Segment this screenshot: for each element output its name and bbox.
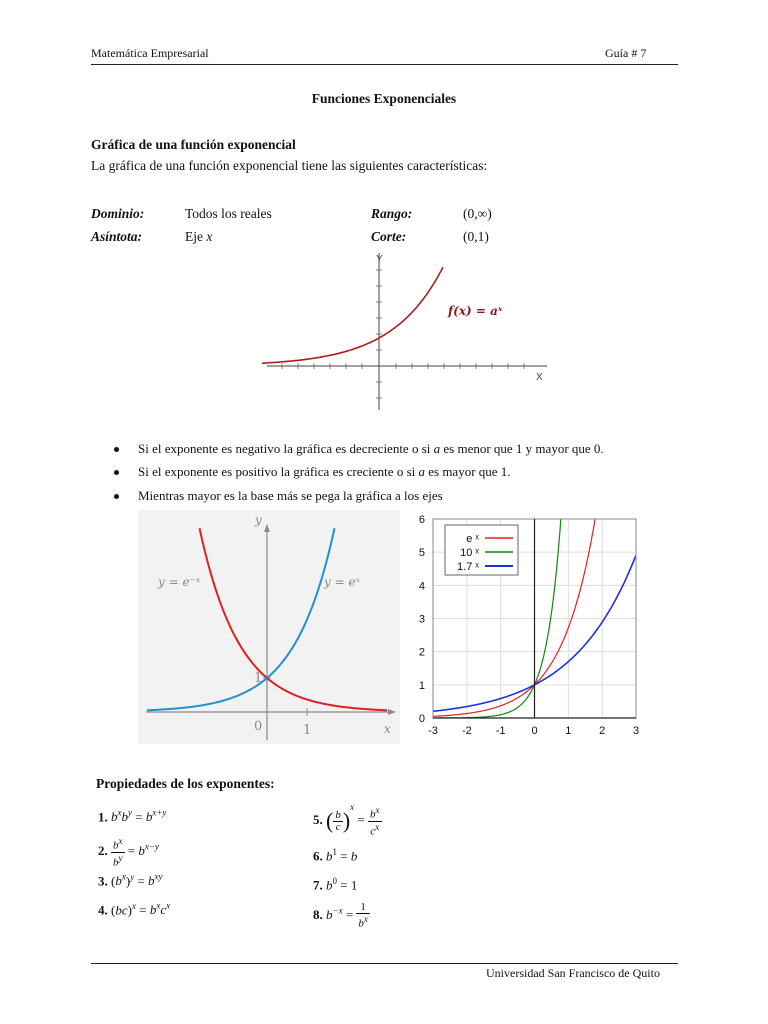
header-rule [91, 64, 678, 65]
graph2-y-label: y [255, 513, 262, 527]
rule-4: 4. $(bc)^x = b^xc^x$ [98, 901, 171, 918]
corte-value: (0,1) [463, 229, 489, 244]
rule-8: 8. $b^{-x}$ = $\frac{1}{b^x}$ [313, 901, 368, 930]
tick-zero: 0 [254, 719, 263, 734]
x-tick-label: -3 [428, 725, 438, 737]
intro-text: La gráfica de una función exponencial tiene las siguientes características: [91, 158, 488, 173]
tick-one-y: 1 [254, 671, 263, 686]
page-title: Funciones Exponenciales [311, 91, 457, 106]
legend-label: 1.7 ˣ [457, 561, 479, 573]
asintota-label: Asíntota: [91, 229, 143, 244]
legend-label: e ˣ [466, 533, 479, 545]
rule-1: 1. $b^xb^y = b^{x+y}$ [98, 808, 167, 825]
footer-rule [91, 963, 678, 964]
legend-box [445, 525, 518, 575]
x-tick-label: 0 [531, 725, 538, 737]
exponential-graph [262, 250, 554, 412]
e-x-graph [138, 510, 400, 744]
exponential-curve [262, 267, 443, 364]
chart-legend [445, 525, 518, 575]
x-tick-label: 2 [599, 725, 606, 737]
rule-6: 6. $b^1 = b$ [313, 847, 358, 864]
rule-2: 2. $\frac{b^x}{b^y}$ = $b^{x-y}$ [98, 836, 159, 869]
right-curve-label: y = eˣ [324, 575, 360, 589]
y-tick-label: 6 [418, 514, 425, 526]
footer-text: Universidad San Francisco de Quito [486, 966, 660, 980]
x-tick-label: -2 [461, 725, 472, 737]
y-tick-label: 1 [418, 679, 425, 692]
exponential-comparison-chart [404, 510, 644, 738]
left-curve-label: y = e⁻ˣ [158, 575, 201, 589]
y-tick-label: 3 [418, 613, 425, 626]
rule-7: 7. $b^0 = 1$ [313, 876, 358, 893]
y-tick-label: 2 [418, 646, 425, 659]
header-left: Matemática Empresarial [91, 46, 209, 60]
bullet-positive-exponent: Si el exponente es positivo la gráfica es creciente o si a es mayor que 1. [116, 464, 511, 480]
curve-label: f(x) = aˣ [448, 304, 503, 318]
asintota-value: Eje x [185, 229, 213, 244]
corte-label: Corte: [371, 229, 407, 244]
dominio-value: Todos los reales [185, 206, 272, 221]
graph1-x-label: X [536, 372, 543, 383]
graph2-x-label: x [384, 722, 391, 736]
legend-label: 10 ˣ [460, 547, 479, 559]
y-tick-label: 0 [418, 713, 425, 725]
y-tick-label: 4 [418, 580, 425, 593]
bullet-negative-exponent: Si el exponente es negativo la gráfica es decreciente o si a es menor que 1 y mayor que 0. [116, 441, 604, 457]
rule-5: 5. ( $\frac{b}{c}$ )$^x$ = $\frac{b^x}{c^x}$ [313, 802, 380, 838]
rango-label: Rango: [371, 206, 413, 221]
x-tick-label: -1 [495, 725, 506, 737]
bullet-base-axes: Mientras mayor es la base más se pega la gráfica a los ejes [116, 488, 443, 504]
x-tick-label: 3 [632, 725, 640, 737]
header-right: Guía # 7 [605, 46, 647, 60]
graph1-y-label: Y [376, 254, 383, 265]
tick-one-x: 1 [303, 723, 312, 738]
rango-value: (0,∞) [463, 206, 492, 221]
y-tick-label: 5 [418, 547, 425, 560]
exponent-props-title: Propiedades de los exponentes: [96, 776, 275, 791]
section-title: Gráfica de una función exponencial [91, 137, 296, 152]
dominio-label: Dominio: [91, 206, 145, 221]
x-tick-label: 1 [565, 725, 572, 737]
rule-3: 3. $(b^x)^y = b^{xy}$ [98, 872, 163, 889]
